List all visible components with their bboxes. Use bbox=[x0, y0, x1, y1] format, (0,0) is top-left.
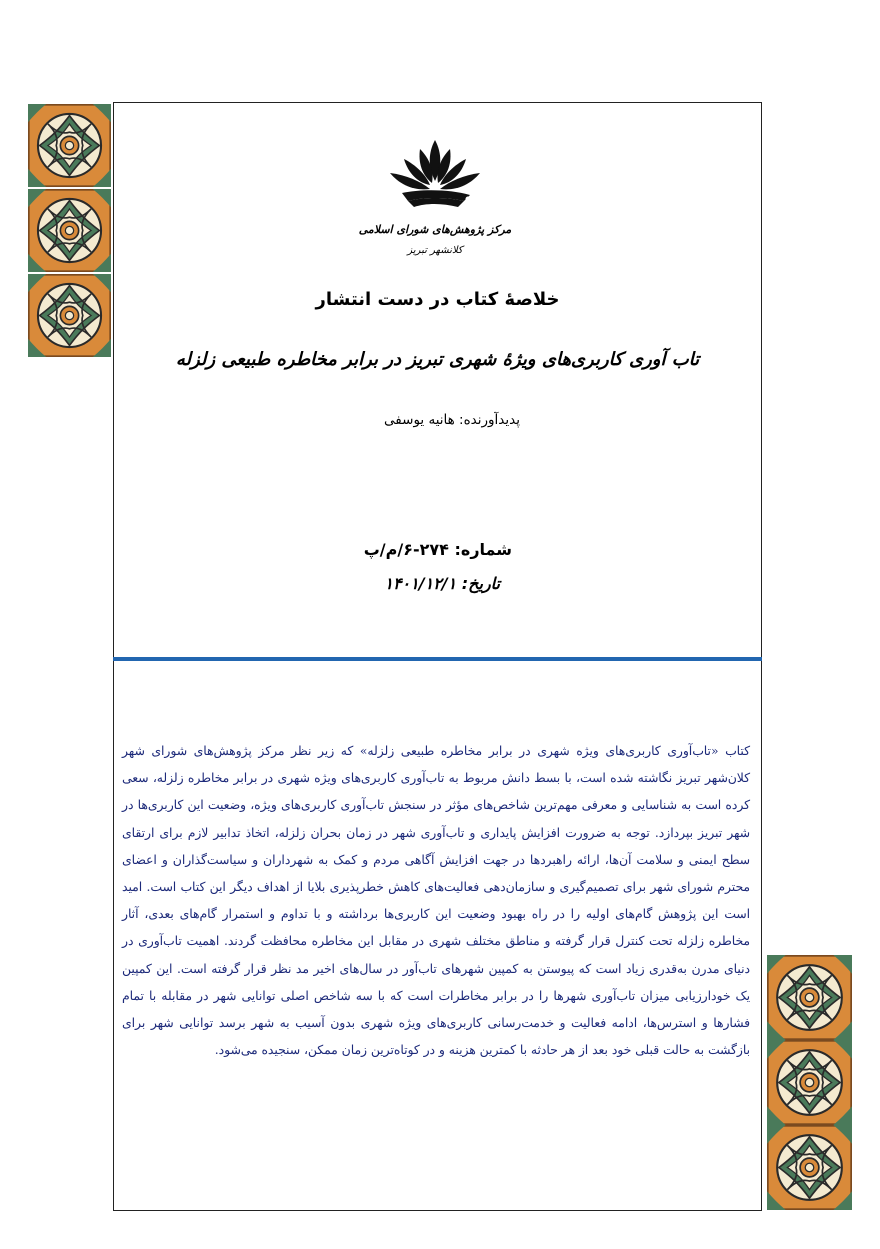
persian-tile-icon bbox=[767, 955, 852, 1040]
document-number: شماره: ۲۷۴-۶/م/پ bbox=[363, 540, 512, 559]
lotus-pen-icon bbox=[358, 135, 512, 265]
logo-org-name: مرکز پژوهش‌های شورای اسلامی bbox=[358, 223, 512, 236]
document-title: تاب آوری کاربری‌های ویژهٔ شهری تبریز در برابر مخاطره طبیعی زلزله bbox=[175, 349, 700, 370]
divider-rule bbox=[113, 657, 762, 661]
persian-tile-icon bbox=[28, 188, 111, 273]
right-tile-border bbox=[767, 955, 852, 1210]
persian-tile-icon bbox=[28, 273, 111, 358]
persian-tile-icon bbox=[767, 1040, 852, 1125]
persian-tile-icon bbox=[28, 103, 111, 188]
persian-tile-icon bbox=[767, 1125, 852, 1210]
abstract-paragraph: کتاب «تاب‌آوری کاربری‌های ویژه شهری در برابر مخاطره طبیعی زلزله» که زیر نظر مرکز پژوهش‌های شورای شهر کلان‌شهر تبریز نگاشته شده است، با بسط دانش مربوط به تاب‌آوری کاربری‌های ویژه شهری در برابر مخاطره زلزله، سعی کرده است به شناسایی و معرفی مهم‌ترین شاخص‌های مؤثر در سنجش تاب‌آوری کاربری‌های ویژه، وضعیت این کاربری‌ها در شهر تبریز بپردازد. توجه به ضرورت افزایش پایداری و تاب‌آوری شهر در زمان بحران زلزله، اتخاذ تدابیر لازم برای ارتقای سطح ایمنی و سلامت آن‌ها، ارائه راهبردها در جهت افزایش آگاهی مردم و کمک به شهرداران و سیاست‌گذاران و اعضای محترم شورای شهر برای تصمیم‌گیری و سازمان‌دهی فعالیت‌های کاهش خطرپذیری بلایا از اهداف دیگر این کتاب است. امید است این پژوهش گام‌های اولیه را در راه بهبود وضعیت این کاربری‌ها برداشته و با تداوم و استمرار گام‌های بعدی، آثار مخاطره زلزله تحت کنترل قرار گرفته و مناطق مختلف شهری در مقابل این مخاطره محافظت گردند. اهمیت تاب‌آوری در دنیای مدرن به‌قدری زیاد است که پیوستن به کمپین شهرهای تاب‌آور در سال‌های اخیر مد نظر قرار گرفته است. این کمپین یک خودارزیابی میزان تاب‌آوری شهرها را در برابر مخاطرات است که با سه شاخص اصلی توانایی شهر در مقابله با تمام فشارها و استرس‌ها، ادامه فعالیت و خدمت‌رسانی کاربری‌های ویژه شهری بدون آسیب به شهر برسد توانایی شهر برای بازگشت به حالت قبلی خود بعد از هر حادثه با کمترین هزینه و در کوتاه‌ترین زمان ممکن، سنجیده می‌شود. bbox=[122, 744, 750, 1058]
left-tile-border bbox=[28, 103, 111, 358]
logo-city: کلانشهر تبریز bbox=[407, 245, 463, 256]
document-subtitle: خلاصهٔ کتاب در دست انتشار bbox=[315, 289, 560, 310]
document-date: تاریخ: ۱۴۰۱/۱۲/۱ bbox=[384, 574, 500, 593]
org-logo bbox=[358, 135, 512, 265]
document-author: پدیدآورنده: هانیه یوسفی bbox=[384, 412, 520, 428]
